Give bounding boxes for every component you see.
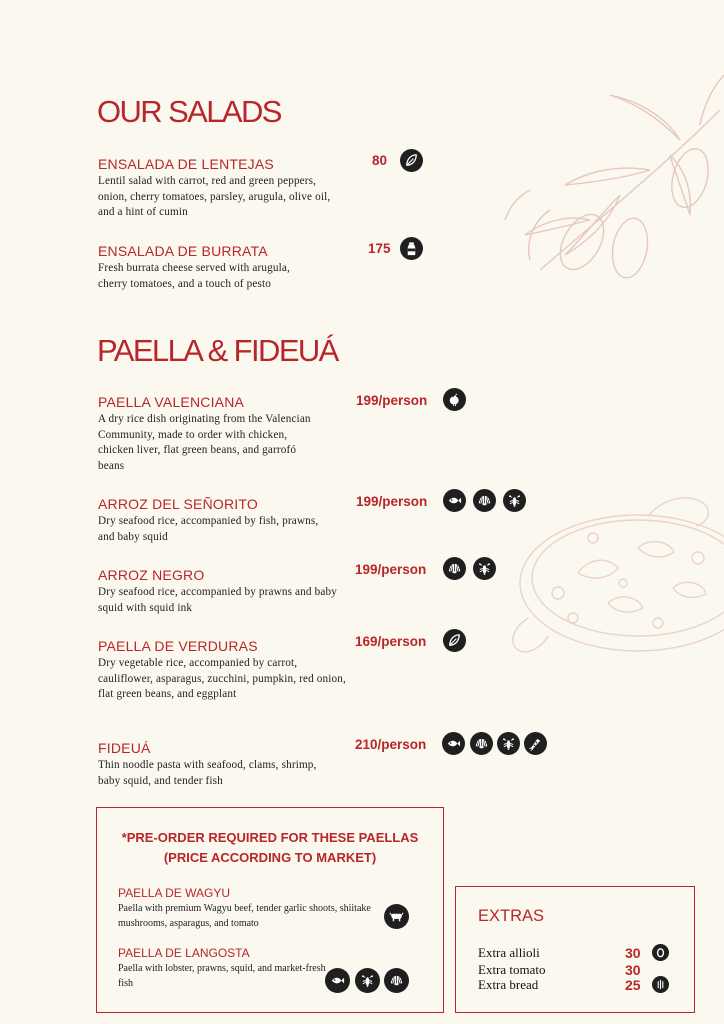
item-description: Dry vegetable rice, accompanied by carrot, cauliflower, asparagus, zucchini, pumpkin, red onion, flat green beans, and eggplant (98, 657, 346, 700)
item-name: ARROZ DEL SEÑORITO (98, 496, 258, 512)
lobster-icon (497, 732, 520, 755)
salads-section-title: OUR SALADS (97, 94, 281, 129)
lobster-icon (503, 489, 526, 512)
extras-title: EXTRAS (478, 907, 545, 925)
extra-price: 30 (625, 945, 641, 961)
leaf-icon (400, 149, 423, 172)
fish-icon (443, 489, 466, 512)
paella-pan-illustration (498, 478, 724, 698)
item-price: 175 (368, 241, 391, 256)
menu-item-ensalada-burrata (98, 243, 298, 292)
item-price: 80 (372, 153, 388, 168)
item-description: Paella with lobster, prawns, squid, and market-fresh fish (118, 963, 326, 989)
extra-price: 25 (625, 977, 641, 993)
menu-item-arroz-senorito (98, 496, 323, 545)
squid-icon (524, 732, 547, 755)
wheat-icon (652, 976, 669, 993)
item-description: Fresh burrata cheese served with arugula, cherry tomatoes, and a touch of pesto (98, 262, 290, 290)
preorder-subtitle: (PRICE ACCORDING TO MARKET) (163, 850, 377, 865)
item-name: PAELLA VALENCIANA (98, 394, 245, 410)
item-description: Thin noodle pasta with seafood, clams, shrimp, baby squid, and tender fish (98, 759, 317, 787)
menu-item-paella-valenciana (98, 394, 323, 474)
item-description: Dry seafood rice, accompanied by fish, prawns, and baby squid (98, 515, 319, 543)
milk-bottle-icon (400, 237, 423, 260)
fish-icon (325, 968, 350, 993)
leaf-icon (443, 629, 466, 652)
item-name: PAELLA DE WAGYU (118, 886, 231, 900)
item-price: 199/person (356, 393, 428, 408)
extra-price: 30 (625, 962, 641, 978)
preorder-box (96, 807, 444, 1013)
shell-icon (384, 968, 409, 993)
cow-icon (384, 904, 409, 929)
paella-section-title: PAELLA & FIDEUÁ (97, 333, 338, 368)
extra-item-allioli (478, 945, 674, 961)
item-description: A dry rice dish originating from the Valencian Community, made to order with chicken, chicken liver, flat green beans, and garrofó beans (98, 413, 311, 472)
shell-icon (443, 557, 466, 580)
item-price: 199/person (355, 562, 427, 577)
item-description: Dry seafood rice, accompanied by prawns and baby squid with squid ink (98, 586, 337, 614)
item-description: Lentil salad with carrot, red and green peppers, onion, cherry tomatoes, parsley, arugula, olive oil, and a hint of cumin (98, 175, 331, 218)
menu-item-paella-langosta (118, 946, 328, 991)
item-name: PAELLA DE LANGOSTA (118, 946, 250, 960)
item-price: 169/person (355, 634, 427, 649)
item-description: Paella with premium Wagyu beef, tender garlic shoots, shiitake mushrooms, asparagus, and tomato (118, 903, 371, 929)
fish-icon (442, 732, 465, 755)
item-name: ARROZ NEGRO (98, 567, 205, 583)
extra-item-tomato (478, 962, 674, 978)
menu-item-arroz-negro (98, 567, 338, 616)
chicken-icon (443, 388, 466, 411)
menu-item-paella-wagyu (118, 886, 388, 931)
extras-box (455, 886, 695, 1013)
olive-branch-illustration (470, 70, 724, 330)
item-price: 210/person (355, 737, 427, 752)
preorder-title: *PRE-ORDER REQUIRED FOR THESE PAELLAS (121, 830, 419, 845)
extra-name: Extra bread (478, 977, 539, 992)
extra-name: Extra tomato (478, 962, 546, 977)
item-name: ENSALADA DE BURRATA (98, 243, 268, 259)
shell-icon (470, 732, 493, 755)
lobster-icon (355, 968, 380, 993)
egg-icon (652, 944, 669, 961)
lobster-icon (473, 557, 496, 580)
menu-item-fideua (98, 740, 338, 789)
menu-item-paella-verduras (98, 638, 348, 703)
item-name: FIDEUÁ (98, 740, 151, 756)
item-name: PAELLA DE VERDURAS (98, 638, 258, 654)
item-price: 199/person (356, 494, 428, 509)
extra-name: Extra allioli (478, 945, 540, 960)
extra-item-bread (478, 977, 674, 993)
item-name: ENSALADA DE LENTEJAS (98, 156, 274, 172)
shell-icon (473, 489, 496, 512)
menu-item-ensalada-lentejas (98, 156, 343, 221)
